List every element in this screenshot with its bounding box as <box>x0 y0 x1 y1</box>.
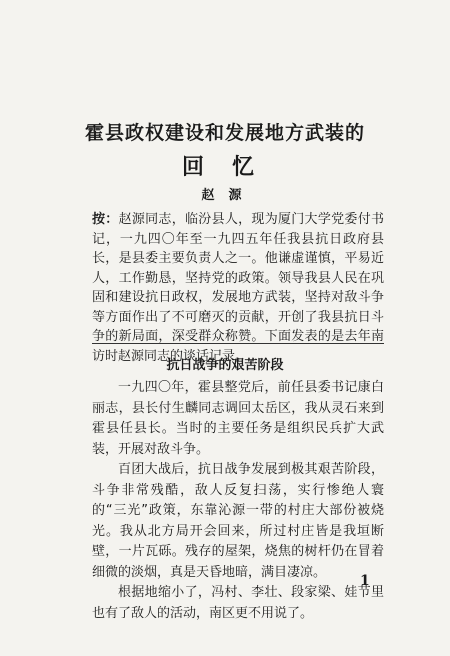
article-body <box>92 378 384 624</box>
page-number: 1 <box>360 573 370 589</box>
divider-line <box>92 343 384 344</box>
article-title-continued: 回忆 <box>181 154 282 180</box>
body-paragraph: 根据地缩小了，冯村、李壮、段家梁、娃节里也有了敌人的活动，南区更不用说了。 <box>92 585 384 621</box>
editor-note-text: 赵源同志，临汾县人，现为厦门大学党委付书记，一九四〇年至一九四五年任我县抗日政府县长，是县委主要负责人之一。他谦虚谨慎，平易近人，工作勤恳，坚持党的政策。领导我县人民在巩固和建设抗日政权，发展地方武装，坚持对敌斗争等方面作出了不可磨灭的贡献，开创了我县抗日斗争的新局面，深受群众称赞。下面发表的是去年南访时赵源同志的谈话记录。 <box>92 212 384 364</box>
article-author: 赵源 <box>201 188 256 203</box>
body-paragraph: 百团大战后，抗日战争发展到极其艰苦阶段，斗争非常残酷，敌人反复扫荡，实行惨绝人寰的“三光”政策，东靠沁源一带的村庄大部份被烧光。我从北方局开会回来，所过村庄皆是我垣断壁，一片瓦砾。残存的屋架，烧焦的树杆仍在冒着细微的淡烟，真是天昏地暗，满目凄凉。 <box>92 462 384 580</box>
section-heading: 抗日战争的艰苦阶段 <box>166 358 284 373</box>
editor-note-lead: 按： <box>92 212 119 227</box>
article-title: 霍县政权建设和发展地方武装的 <box>84 122 365 144</box>
body-paragraph: 一九四〇年，霍县整党后，前任县委书记康白丽志，县长付生麟同志调回太岳区，我从灵石来到霍县任县长。当时的主要任务是组织民兵扩大武装，开展对敌斗争。 <box>92 380 384 457</box>
